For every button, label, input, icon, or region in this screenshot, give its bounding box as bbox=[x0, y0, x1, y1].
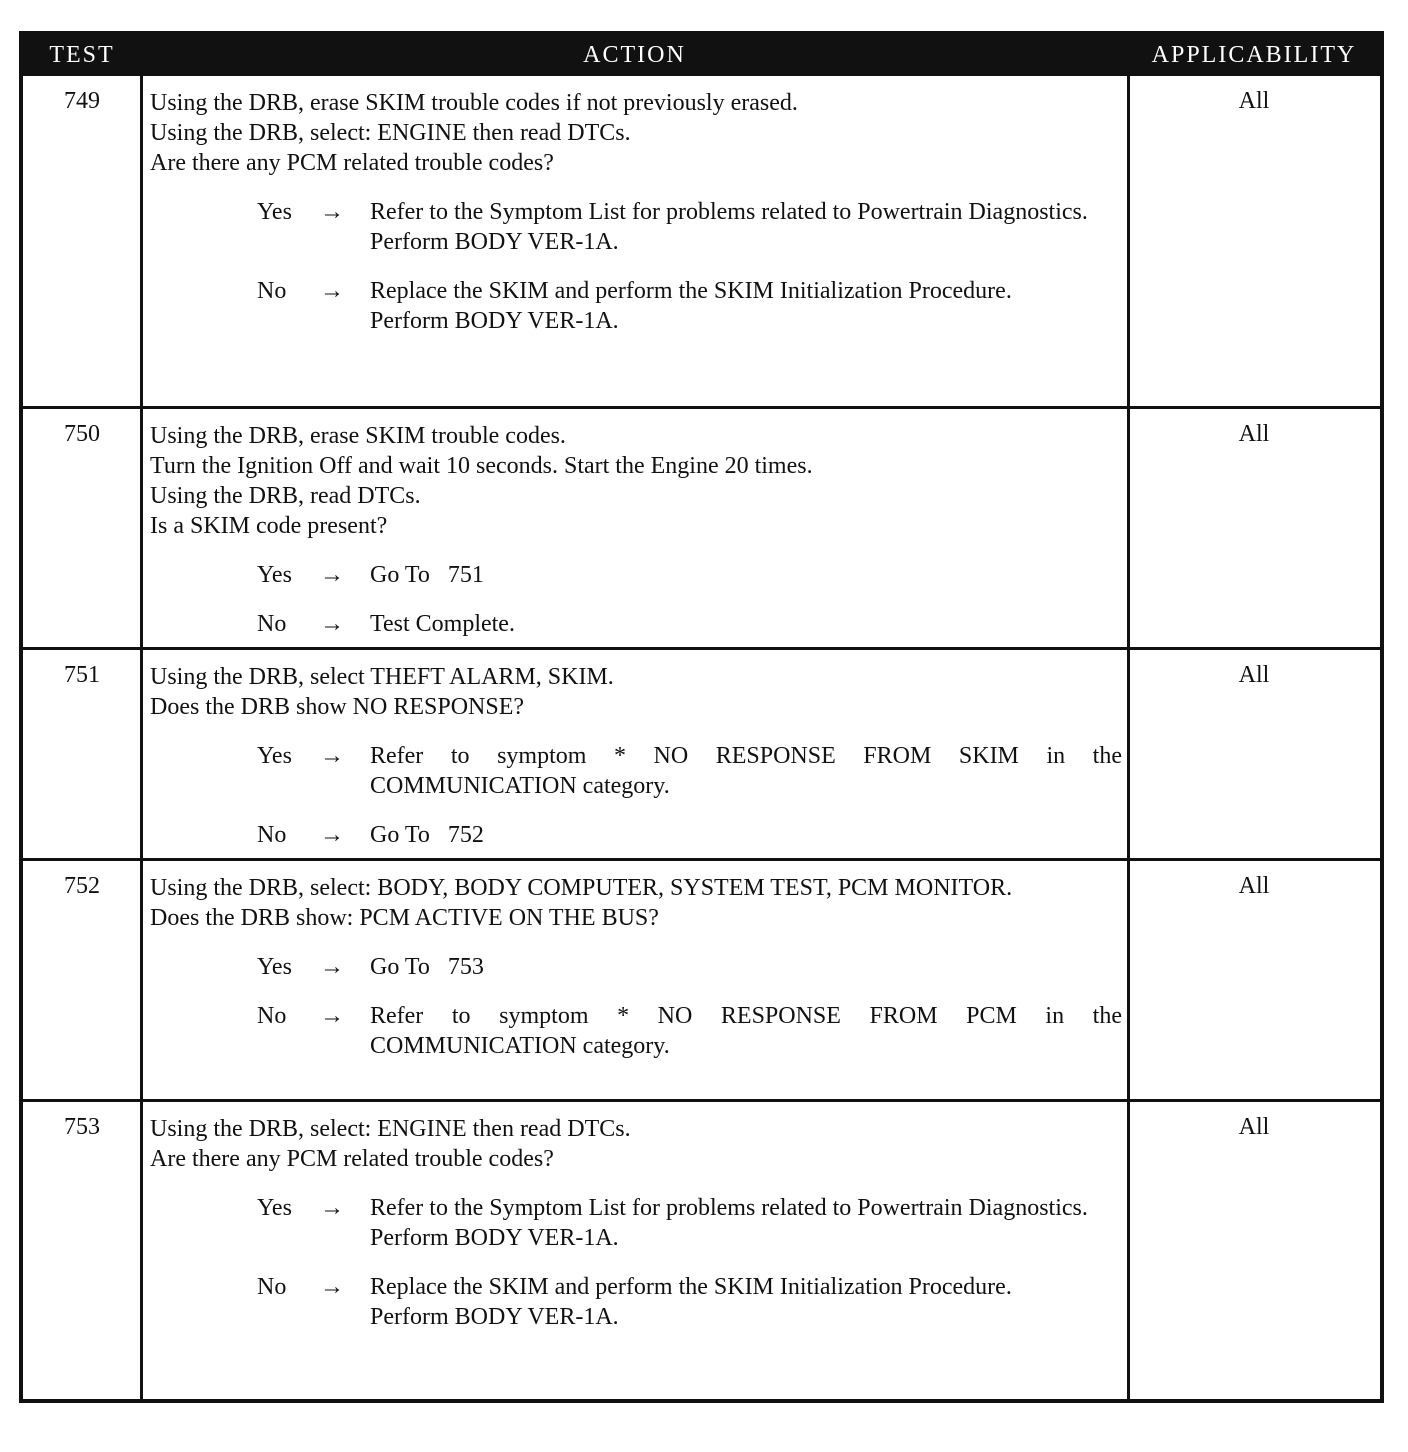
yes-label: Yes bbox=[257, 1195, 292, 1221]
no-branch bbox=[150, 1272, 1122, 1332]
yes-branch bbox=[150, 197, 1122, 257]
action-step: Using the DRB, select: ENGINE then read DTCs. bbox=[150, 120, 631, 146]
no-label: No bbox=[257, 611, 287, 637]
yes-label: Yes bbox=[257, 743, 292, 769]
branch-result: Refer to the Symptom List for problems related to Powertrain Diagnostics. bbox=[370, 1195, 1088, 1221]
test-number: 753 bbox=[64, 1114, 100, 1140]
right-arrow-icon: → bbox=[320, 1195, 344, 1221]
right-arrow-icon: → bbox=[320, 278, 344, 304]
no-branch bbox=[150, 820, 1122, 850]
yes-branch bbox=[150, 560, 1122, 590]
action-question: Are there any PCM related trouble codes? bbox=[150, 1146, 554, 1172]
right-arrow-icon: → bbox=[320, 822, 344, 848]
action-step: Using the DRB, erase SKIM trouble codes if not previously erased. bbox=[150, 90, 798, 116]
applicability-column-header: APPLICABILITY bbox=[1151, 42, 1357, 68]
right-arrow-icon: → bbox=[320, 611, 344, 637]
yes-label: Yes bbox=[257, 199, 292, 225]
branch-result: Go To 753 bbox=[370, 954, 484, 980]
no-branch bbox=[150, 609, 1122, 639]
action-step: Turn the Ignition Off and wait 10 seconds. Start the Engine 20 times. bbox=[150, 453, 813, 479]
action-question: Does the DRB show NO RESPONSE? bbox=[150, 694, 525, 720]
action-step: Using the DRB, select: BODY, BODY COMPUTER, SYSTEM TEST, PCM MONITOR. bbox=[150, 875, 1013, 901]
action-step: Using the DRB, erase SKIM trouble codes. bbox=[150, 423, 566, 449]
branch-result: Refer to the Symptom List for problems related to Powertrain Diagnostics. bbox=[370, 199, 1088, 225]
no-label: No bbox=[257, 822, 287, 848]
table-row-749 bbox=[23, 76, 1380, 406]
right-arrow-icon: → bbox=[320, 562, 344, 588]
right-arrow-icon: → bbox=[320, 199, 344, 225]
test-number: 750 bbox=[64, 421, 100, 447]
branch-result: Test Complete. bbox=[370, 611, 515, 637]
right-arrow-icon: → bbox=[320, 1274, 344, 1300]
action-cell bbox=[150, 662, 1122, 850]
action-column-header: ACTION bbox=[583, 42, 686, 68]
action-cell bbox=[150, 1114, 1122, 1332]
diagnostic-test-table bbox=[19, 31, 1384, 1403]
right-arrow-icon: → bbox=[320, 743, 344, 769]
branch-result: Replace the SKIM and perform the SKIM Initialization Procedure. bbox=[370, 1274, 1012, 1300]
no-branch bbox=[150, 276, 1122, 336]
yes-branch bbox=[150, 1193, 1122, 1253]
branch-result: Perform BODY VER-1A. bbox=[370, 229, 619, 255]
action-step: Using the DRB, select THEFT ALARM, SKIM. bbox=[150, 664, 614, 690]
branch-result: Go To 751 bbox=[370, 562, 484, 588]
no-label: No bbox=[257, 1003, 287, 1029]
yes-branch bbox=[150, 952, 1122, 982]
table-row-750 bbox=[23, 406, 1380, 647]
action-step: Using the DRB, read DTCs. bbox=[150, 483, 421, 509]
branch-result: Perform BODY VER-1A. bbox=[370, 308, 619, 334]
no-label: No bbox=[257, 278, 287, 304]
branch-result: Refer to symptom * NO RESPONSE FROM PCM in the COMMUNICATION category. bbox=[370, 1003, 1122, 1059]
branch-result: Perform BODY VER-1A. bbox=[370, 1225, 619, 1251]
no-label: No bbox=[257, 1274, 287, 1300]
action-cell bbox=[150, 88, 1122, 336]
branch-result: Replace the SKIM and perform the SKIM Initialization Procedure. bbox=[370, 278, 1012, 304]
right-arrow-icon: → bbox=[320, 954, 344, 980]
table-header bbox=[23, 35, 1380, 76]
yes-label: Yes bbox=[257, 954, 292, 980]
action-question: Are there any PCM related trouble codes? bbox=[150, 150, 554, 176]
test-number: 751 bbox=[64, 662, 100, 688]
action-step: Using the DRB, select: ENGINE then read DTCs. bbox=[150, 1116, 631, 1142]
applicability-value: All bbox=[1238, 1114, 1270, 1140]
action-cell bbox=[150, 421, 1122, 639]
yes-branch bbox=[150, 741, 1122, 801]
table-row-753 bbox=[23, 1099, 1380, 1399]
branch-result: Go To 752 bbox=[370, 822, 484, 848]
yes-label: Yes bbox=[257, 562, 292, 588]
test-number: 749 bbox=[64, 88, 100, 114]
applicability-value: All bbox=[1238, 421, 1270, 447]
applicability-value: All bbox=[1238, 873, 1270, 899]
right-arrow-icon: → bbox=[320, 1003, 344, 1029]
table-row-751 bbox=[23, 647, 1380, 858]
applicability-value: All bbox=[1238, 88, 1270, 114]
test-column-header: TEST bbox=[49, 42, 115, 68]
branch-result: Perform BODY VER-1A. bbox=[370, 1304, 619, 1330]
action-cell bbox=[150, 873, 1122, 1061]
action-question: Is a SKIM code present? bbox=[150, 513, 388, 539]
no-branch bbox=[150, 1001, 1122, 1061]
applicability-value: All bbox=[1238, 662, 1270, 688]
test-number: 752 bbox=[64, 873, 100, 899]
branch-result: Refer to symptom * NO RESPONSE FROM SKIM in the COMMUNICATION category. bbox=[370, 743, 1122, 799]
table-row-752 bbox=[23, 858, 1380, 1099]
action-question: Does the DRB show: PCM ACTIVE ON THE BUS? bbox=[150, 905, 659, 931]
